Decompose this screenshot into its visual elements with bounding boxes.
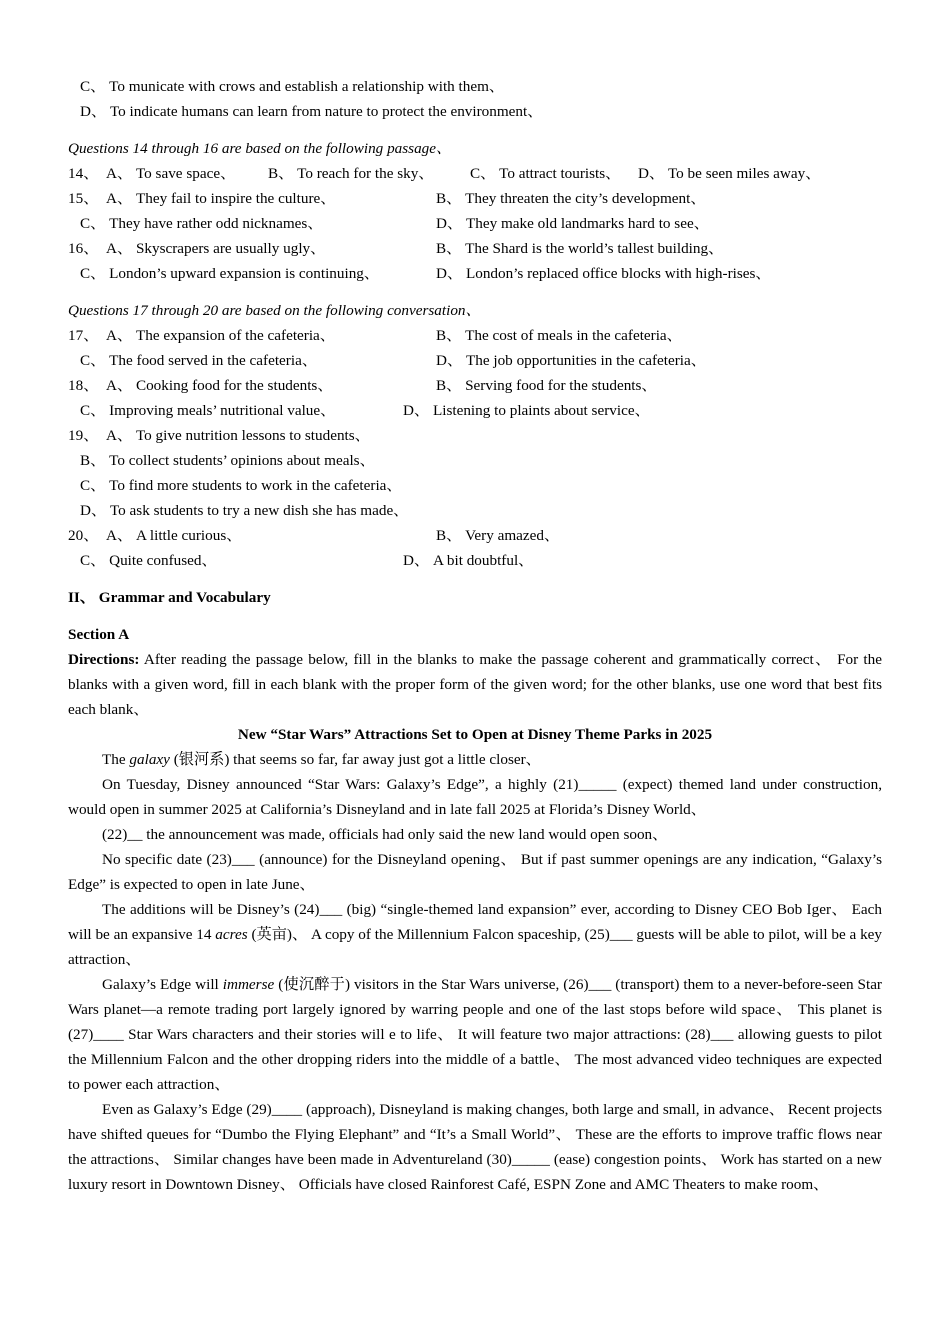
q17-option-b: B、 The cost of meals in the cafeteria、 (436, 327, 682, 344)
q17-option-d: D、 The job opportunities in the cafeteria、 (436, 352, 706, 369)
p1-text-b: (银河系) that seems so far, far away just got a little closer、 (169, 751, 541, 768)
q19-option-b: B、 To collect students’ opinions about meals、 (80, 452, 375, 469)
q17-number: 17、 (68, 327, 99, 344)
q16-option-b: B、 The Shard is the world’s tallest building、 (436, 240, 724, 257)
q20-number: 20、 (68, 527, 99, 544)
q17-option-a: A、 The expansion of the cafeteria、 (106, 327, 335, 344)
q19-line-4 (68, 498, 882, 523)
q15-option-c: C、 They have rather odd nicknames、 (80, 215, 323, 232)
exam-page (68, 74, 882, 1197)
article-paragraph-5 (68, 897, 882, 972)
q17-option-c: C、 The food served in the cafeteria、 (80, 352, 318, 369)
q16-option-d: D、 London’s replaced office blocks with high-rises、 (436, 265, 771, 282)
p6-immerse-word: immerse (222, 976, 275, 993)
q19-number: 19、 (68, 427, 99, 444)
p5-text-b: (英亩)、 A copy of the Millennium Falcon spaceship, (25)___ guests will be able to pilot, will be a key attraction、 (68, 926, 882, 968)
q20-line-1 (68, 523, 882, 548)
article-paragraph-7: Even as Galaxy’s Edge (29)____ (approach), Disneyland is making changes, both large and small, in advance、 Recent projects have shifted queues for “Dumbo the Flying Elephant” and “It’s a Small World”、 These are the efforts to improve traffic flows near the attractions、 Similar changes have been made in Adventureland (30)_____ (ease) congestion points、 Work has started on a new luxury resort in Downtown Disney、 Officials have closed Rainforest Café, ESPN Zone and AMC Theaters to make room、 (68, 1101, 882, 1193)
q14-option-a: A、 To save space、 (106, 165, 236, 182)
q20-option-c: C、 Quite confused、 (80, 552, 217, 569)
q16-line-2 (68, 261, 882, 286)
q18-line-2 (68, 398, 882, 423)
q20-option-d: D、 A bit doubtful、 (403, 552, 534, 569)
p6-text-a: Galaxy’s Edge will (102, 976, 223, 993)
q15-number: 15、 (68, 190, 99, 207)
q13-option-d-line (68, 99, 882, 124)
q18-option-b: B、 Serving food for the students、 (436, 377, 657, 394)
q19-line-3 (68, 473, 882, 498)
q16-line-1 (68, 236, 882, 261)
q14-number: 14、 (68, 165, 99, 182)
q14-line (68, 161, 882, 186)
article-title: New “Star Wars” Attractions Set to Open at Disney Theme Parks in 2025 (237, 726, 713, 743)
q14-option-d: D、 To be seen miles away、 (638, 165, 821, 182)
q15-option-d: D、 They make old landmarks hard to see、 (436, 215, 709, 232)
q13-option-d: D、 To indicate humans can learn from nature to protect the environment、 (80, 103, 543, 120)
article-paragraph-6 (68, 972, 882, 1097)
directions-label: Directions: (68, 651, 140, 668)
directions-paragraph (68, 647, 882, 722)
q15-line-2 (68, 211, 882, 236)
article-paragraph-1 (68, 747, 882, 772)
q18-number: 18、 (68, 377, 99, 394)
p6-text-b: (使沉醉于) visitors in the Star Wars universe, (26)___ (transport) them to a never-before-seen Star Wars planet—a remote trading port largely ignored by warring people and one of the last stops before wild space、 This planet is (27)____ Star Wars characters and their stories will e to life、 It will feature two major attractions: (28)___ allowing guests to pilot the Millennium Falcon and the other dropping riders into the middle of a battle、 The most advanced video techniques are expected to power each attraction、 (68, 976, 882, 1093)
q18-option-c: C、 Improving meals’ nutritional value、 (80, 402, 336, 419)
q15-option-b: B、 They threaten the city’s development、 (436, 190, 706, 207)
q19-line-2 (68, 448, 882, 473)
q20-line-2 (68, 548, 882, 573)
p1-galaxy-word: galaxy (129, 751, 170, 768)
q15-option-a: A、 They fail to inspire the culture、 (106, 190, 336, 207)
q14-option-c: C、 To attract tourists、 (470, 165, 621, 182)
section-a-heading: Section A (68, 626, 130, 643)
q15-line-1 (68, 186, 882, 211)
article-paragraph-3: (22)__ the announcement was made, officials had only said the new land would open soon、 (102, 826, 668, 843)
q16-option-c: C、 London’s upward expansion is continuing、 (80, 265, 380, 282)
p5-acres-word: acres (215, 926, 248, 943)
q16-number: 16、 (68, 240, 99, 257)
p5-text-a: The additions will be Disney’s (24)___ (big) “single-themed land expansion” ever, according to Disney CEO Bob Iger、 Each will be an expansive 14 (68, 901, 882, 943)
directions-text: After reading the passage below, fill in the blanks to make the passage coherent and grammatically correct、 For the blanks with a given word, fill in each blank with the proper form of the given word; for the other blanks, use one word that best fits each blank、 (68, 651, 882, 718)
q18-line-1 (68, 373, 882, 398)
part-17-20-heading: Questions 17 through 20 are based on the following conversation、 (68, 302, 481, 319)
q18-option-d: D、 Listening to plaints about service、 (403, 402, 650, 419)
q16-option-a: A、 Skyscrapers are usually ugly、 (106, 240, 326, 257)
q13-option-c: C、 To municate with crows and establish a relationship with them、 (80, 78, 505, 95)
section-title: II、 Grammar and Vocabulary (68, 589, 271, 606)
part-14-16-heading: Questions 14 through 16 are based on the following passage、 (68, 140, 452, 157)
q13-option-c-line (68, 74, 882, 99)
p1-text-a: The (102, 751, 130, 768)
q17-line-2 (68, 348, 882, 373)
q19-option-d: D、 To ask students to try a new dish she has made、 (80, 502, 409, 519)
q20-option-b: B、 Very amazed、 (436, 527, 560, 544)
article-paragraph-2: On Tuesday, Disney announced “Star Wars: Galaxy’s Edge”, a highly (21)_____ (expect) themed land under construction, would open in summer 2025 at California’s Disneyland and in late fall 2025 at Florida’s Disney World、 (68, 776, 882, 818)
q14-option-b: B、 To reach for the sky、 (268, 165, 434, 182)
article-paragraph-4: No specific date (23)___ (announce) for the Disneyland opening、 But if past summer openings are any indication, “Galaxy’s Edge” is expected to open in late June、 (68, 851, 882, 893)
q19-option-c: C、 To find more students to work in the cafeteria、 (80, 477, 402, 494)
q19-option-a: A、 To give nutrition lessons to students、 (106, 427, 370, 444)
q20-option-a: A、 A little curious、 (106, 527, 242, 544)
q17-line-1 (68, 323, 882, 348)
q18-option-a: A、 Cooking food for the students、 (106, 377, 333, 394)
q19-line-1 (68, 423, 882, 448)
